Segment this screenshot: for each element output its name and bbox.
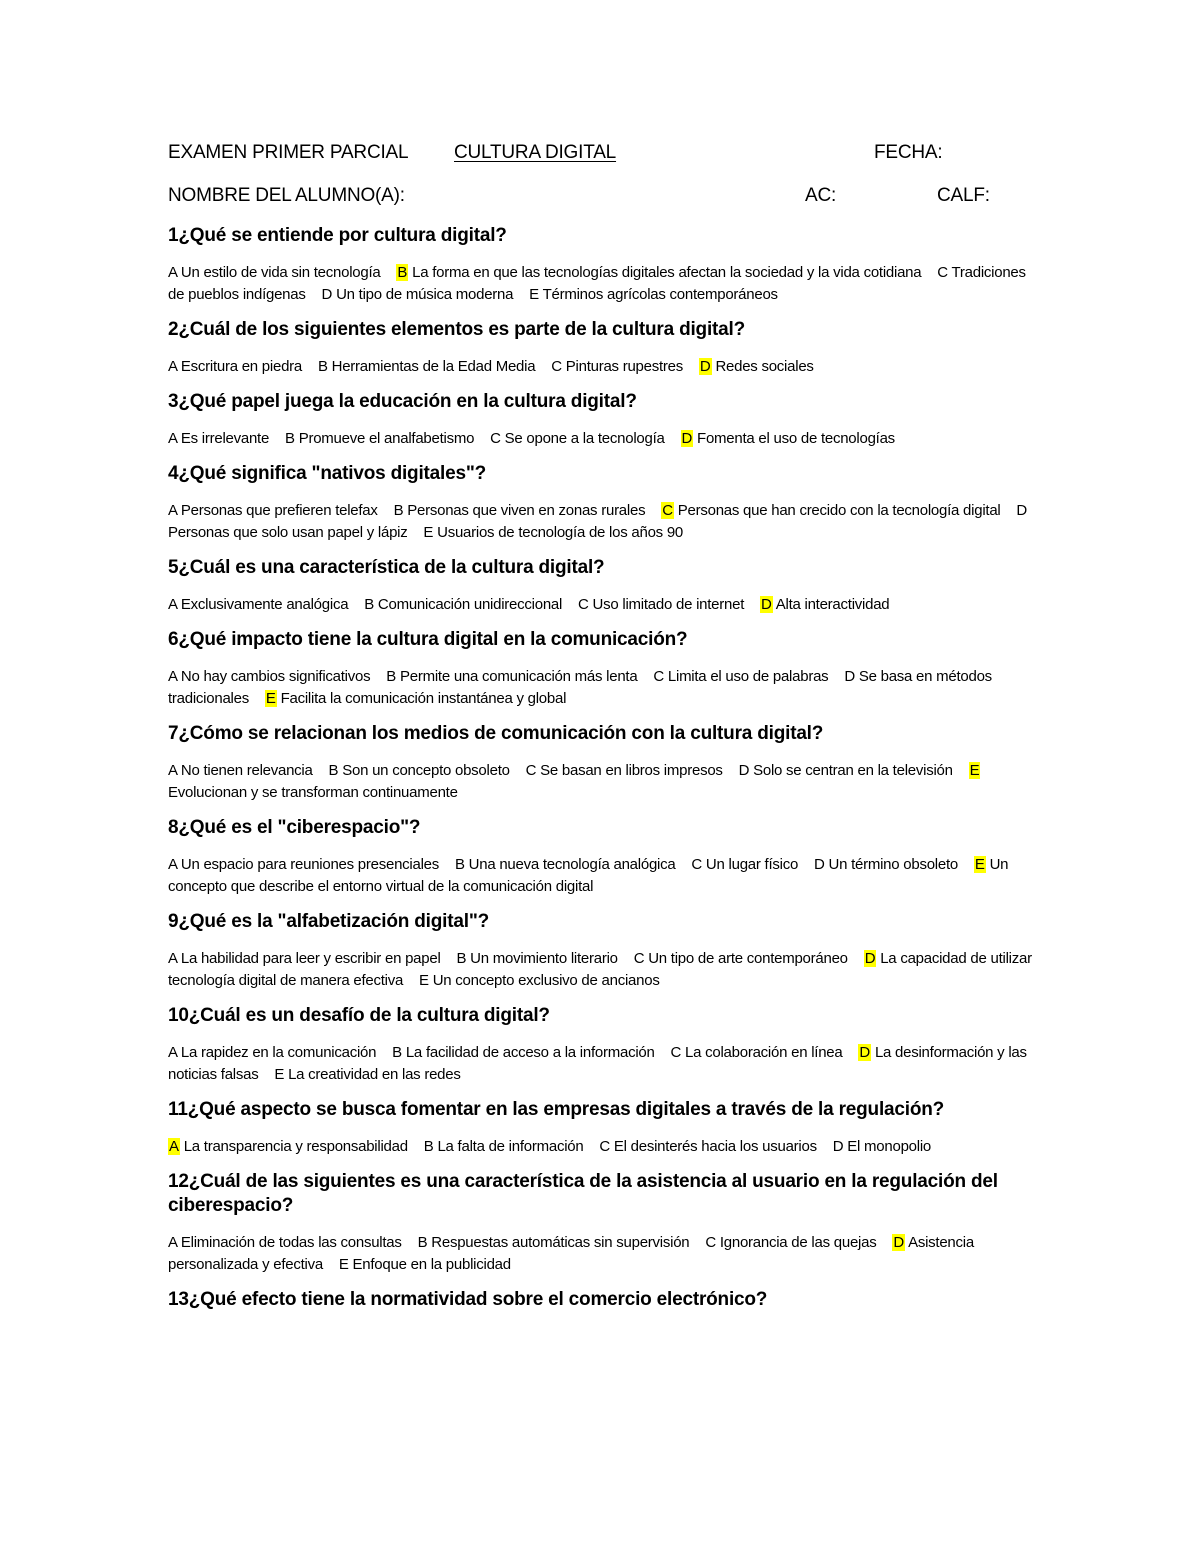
answer-text: Comunicación unidireccional [377,596,563,613]
answer-options [168,948,1038,992]
answer-options [168,1042,1038,1086]
exam-title: EXAMEN PRIMER PARCIAL [168,142,409,163]
answer-option [455,856,676,873]
answer-text: Tradiciones de pueblos indígenas [168,264,1026,303]
answer-text: Un concepto que describe el entorno virtual de la comunicación digital [168,856,1009,895]
answer-text: Personas que han crecido con la tecnología digital [677,502,1001,519]
answer-option [168,950,441,967]
answer-letter: C [490,430,501,447]
answer-text: La colaboración en línea [685,1044,843,1061]
answer-letter: D [844,668,855,685]
answer-letter: A [168,950,177,967]
answer-letter: B [456,950,467,967]
question-text: 10¿Cuál es un desafío de la cultura digital? [168,1005,550,1026]
answer-text: Respuestas automáticas sin supervisión [431,1234,690,1251]
correct-answer-letter: A [169,1138,179,1155]
answer-option [653,668,828,685]
question-text: 8¿Qué es el "ciberespacio"? [168,817,421,838]
answer-letter: E [338,1256,349,1273]
answer-text: Limita el uso de palabras [667,668,829,685]
answer-letter: C [691,856,702,873]
answer-options [168,356,1038,378]
answer-text: Es irrelevante [180,430,270,447]
answer-letter: B [423,1138,434,1155]
student-name-label: NOMBRE DEL ALUMNO(A): [168,185,405,206]
answer-text: Enfoque en la publicidad [352,1256,511,1273]
correct-answer-letter: E [969,762,980,779]
answer-text: Personas que viven en zonas rurales [407,502,646,519]
answer-option [168,264,381,281]
answer-letter: C [705,1234,716,1251]
answer-text: Un tipo de arte contemporáneo [648,950,848,967]
answer-text: La forma en que las tecnologías digitales afectan la sociedad y la vida cotidiana [412,264,922,281]
correct-answer-letter: D [859,1044,871,1061]
answer-option [168,1138,408,1155]
answer-letter: A [168,856,177,873]
answer-option [419,972,660,989]
answer-text: Alta interactividad [775,596,890,613]
answer-text: Personas que prefieren telefax [180,502,378,519]
answer-option [168,856,439,873]
answer-text: Facilita la comunicación instantánea y global [280,690,567,707]
answer-text: Exclusivamente analógica [180,596,349,613]
question-text: 2¿Cuál de los siguientes elementos es parte de la cultura digital? [168,319,746,340]
answer-option [168,502,378,519]
correct-answer-letter: E [974,856,985,873]
answer-letter: E [419,972,429,989]
answer-letter: D [832,1138,844,1155]
answer-option [578,596,744,613]
answer-text: La creatividad en las redes [288,1066,461,1083]
answer-options [168,1136,1038,1158]
answer-text: Permite una comunicación más lenta [399,668,638,685]
answer-text: Un estilo de vida sin tecnología [180,264,381,281]
answer-text: Una nueva tecnología analógica [468,856,676,873]
answer-option [833,1138,931,1155]
answer-option [265,690,566,707]
answer-letter: A [168,1234,177,1251]
correct-answer-letter: D [893,1234,904,1251]
answer-text: La rapidez en la comunicación [180,1044,377,1061]
answer-letter: C [599,1138,610,1155]
answer-option [285,430,474,447]
subject-title: CULTURA DIGITAL [454,142,617,163]
answer-options [168,500,1038,544]
answer-text: Se basa en métodos tradicionales [168,668,992,707]
answer-text: Pinturas rupestres [565,358,683,375]
answer-letter: C [551,358,562,375]
question-text: 7¿Cómo se relacionan los medios de comunicación con la cultura digital? [168,723,824,744]
answer-letter: A [168,502,177,519]
answer-option [526,762,723,779]
answer-letter: C [578,596,589,613]
answer-option [424,1138,584,1155]
answer-option [599,1138,816,1155]
answer-option [814,856,958,873]
grade-label: CALF: [937,185,990,206]
answer-letter: B [417,1234,428,1251]
answer-text: Asistencia personalizada y efectiva [168,1234,974,1273]
answer-option [168,668,370,685]
answer-option [318,358,535,375]
answer-letter: B [392,1044,402,1061]
answer-text: Un término obsoleto [828,856,958,873]
answer-letter: B [317,358,328,375]
correct-answer-letter: D [681,430,693,447]
answer-option [168,762,313,779]
answer-text: Un concepto exclusivo de ancianos [432,972,660,989]
answer-option [490,430,664,447]
ac-label: AC: [805,185,837,206]
question-text: 5¿Cuál es una característica de la cultura digital? [168,557,605,578]
answer-letter: A [168,1044,177,1061]
correct-answer-letter: D [699,358,711,375]
answer-text: Ignorancia de las quejas [719,1234,877,1251]
answer-letter: A [168,430,177,447]
answer-text: La capacidad de utilizar tecnología digital de manera efectiva [168,950,1032,989]
answer-letter: B [454,856,465,873]
question-text: 6¿Qué impacto tiene la cultura digital en la comunicación? [168,629,688,650]
answer-options [168,1232,1038,1276]
question-text: 13¿Qué efecto tiene la normatividad sobre el comercio electrónico? [168,1289,768,1310]
answer-letter: A [168,264,177,281]
answer-text: Un tipo de música moderna [336,286,514,303]
answer-letter: A [168,596,177,613]
answer-letter: C [633,950,645,967]
answer-option [423,524,683,541]
answer-option [661,502,1000,519]
answer-option [168,1234,402,1251]
answer-letter: A [168,358,177,375]
answer-text: Uso limitado de internet [592,596,745,613]
answer-option [681,430,895,447]
answer-letter: C [525,762,537,779]
correct-answer-letter: D [864,950,876,967]
answer-text: Herramientas de la Edad Media [331,358,536,375]
answer-text: La facilidad de acceso a la información [405,1044,655,1061]
question-text: 11¿Qué aspecto se busca fomentar en las empresas digitales a través de la regulación? [168,1099,945,1120]
answer-option [760,596,889,613]
answer-options [168,666,1038,710]
answer-text: El monopolio [847,1138,932,1155]
answer-option [168,358,302,375]
answer-option [168,1044,376,1061]
answer-option [329,762,510,779]
answer-option [364,596,562,613]
answer-option [392,1044,654,1061]
answer-letter: E [423,524,434,541]
answer-option [705,1234,876,1251]
answer-options [168,854,1038,898]
answer-text: Evolucionan y se transforman continuamente [168,784,458,801]
answer-option [386,668,637,685]
answer-option [529,286,778,303]
answer-option [418,1234,690,1251]
answer-letter: B [393,502,404,519]
answer-letter: B [285,430,295,447]
answer-letter: D [738,762,750,779]
answer-text: Se basan en libros impresos [540,762,723,779]
answer-options [168,760,1038,804]
answer-text: Usuarios de tecnología de los años 90 [437,524,684,541]
answer-text: Escritura en piedra [180,358,303,375]
answer-text: Redes sociales [715,358,814,375]
answer-text: Términos agrícolas contemporáneos [542,286,778,303]
question-text: 9¿Qué es la "alfabetización digital"? [168,911,490,932]
answer-letter: D [321,286,333,303]
answer-text: Un espacio para reuniones presenciales [180,856,440,873]
answer-option [168,596,348,613]
answer-text: Eliminación de todas las consultas [180,1234,402,1251]
answer-option [699,358,814,375]
answer-options [168,428,1038,450]
answer-letter: E [529,286,539,303]
answer-letter: C [937,264,948,281]
answer-option [551,358,683,375]
answer-text: Un lugar físico [705,856,799,873]
answer-option [322,286,514,303]
question-text: 1¿Qué se entiende por cultura digital? [168,225,507,246]
answer-option [394,502,646,519]
correct-answer-letter: E [265,690,276,707]
correct-answer-letter: C [662,502,673,519]
answer-letter: B [328,762,339,779]
answer-text: No tienen relevancia [180,762,313,779]
answer-text: La falta de información [437,1138,584,1155]
correct-answer-letter: B [397,264,408,281]
answer-option [339,1256,511,1273]
answer-options [168,594,1038,616]
question-list [168,224,1038,1326]
answer-option [634,950,848,967]
answer-text: Personas que solo usan papel y lápiz [168,524,408,541]
answer-letter: A [168,762,177,779]
answer-letter: B [364,596,374,613]
answer-text: El desinterés hacia los usuarios [613,1138,817,1155]
answer-letter: D [1016,502,1028,519]
answer-letter: D [813,856,825,873]
answer-letter: C [670,1044,682,1061]
answer-option [456,950,617,967]
question-text: 12¿Cuál de las siguientes es una característica de la asistencia al usuario en la regulación del ciberespacio? [168,1171,998,1216]
answer-text: Un movimiento literario [470,950,618,967]
date-label: FECHA: [874,142,943,163]
answer-letter: A [168,668,177,685]
answer-option [168,430,269,447]
answer-text: Fomenta el uso de tecnologías [697,430,895,447]
answer-option [274,1066,460,1083]
answer-option [691,856,798,873]
answer-option [671,1044,843,1061]
answer-text: Se opone a la tecnología [504,430,665,447]
answer-option [396,264,921,281]
answer-option [739,762,953,779]
answer-letter: B [386,668,397,685]
answer-text: La habilidad para leer y escribir en papel [180,950,441,967]
correct-answer-letter: D [761,596,772,613]
answer-letter: C [653,668,664,685]
answer-text: La desinformación y las noticias falsas [168,1044,1027,1083]
answer-text: No hay cambios significativos [180,668,371,685]
question-text: 3¿Qué papel juega la educación en la cultura digital? [168,391,637,412]
question-text: 4¿Qué significa "nativos digitales"? [168,463,487,484]
answer-text: Promueve el analfabetismo [298,430,475,447]
answer-text: Son un concepto obsoleto [342,762,510,779]
answer-letter: E [274,1066,285,1083]
answer-options [168,262,1038,306]
answer-text: Solo se centran en la televisión [753,762,953,779]
answer-text: La transparencia y responsabilidad [183,1138,408,1155]
